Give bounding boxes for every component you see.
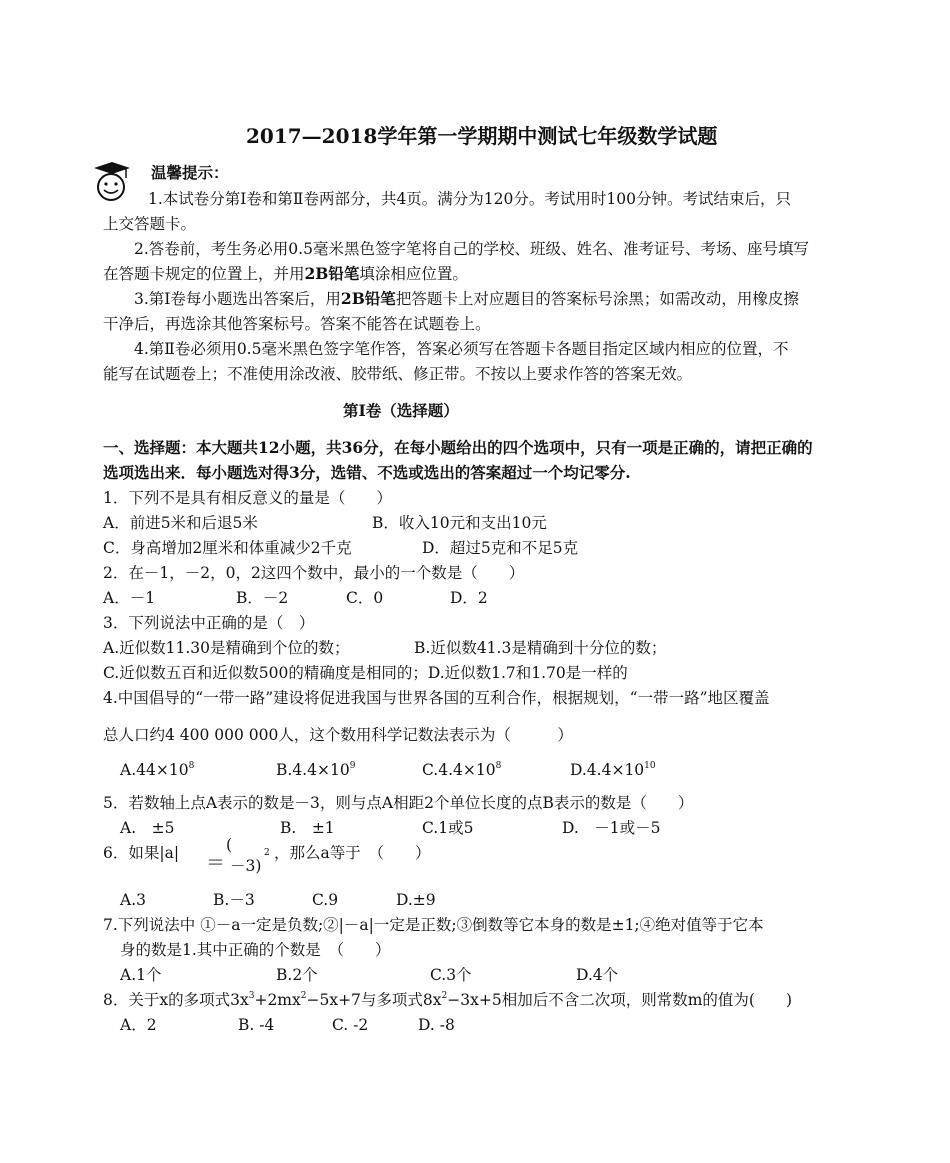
q1-option-b: B．收入10元和支出10元 [372, 514, 547, 532]
q8-stem-a: 8．关于x的多项式3x [103, 991, 249, 1009]
q7-option-b: B.2个 [276, 966, 318, 984]
q8-option-d: D. -8 [418, 1016, 455, 1034]
q4-a-base: A.44×10 [120, 761, 189, 779]
q4-stem-line-2: 总人口约4 400 000 000人，这个数用科学记数法表示为（ ） [103, 726, 573, 744]
tip-3-line-1 [134, 289, 799, 309]
q7-option-d: D.4个 [576, 966, 619, 984]
q7-option-c: C.3个 [430, 966, 472, 984]
q8-option-b: B. -4 [238, 1016, 275, 1034]
tip-2-line-2 [103, 264, 468, 284]
q6-option-b: B.－3 [213, 891, 255, 909]
q4-option-c [422, 760, 501, 780]
tip-3-bold: 2B铅笔 [340, 289, 396, 308]
q3-option-a: A.近似数11.30是精确到个位的数； [103, 639, 350, 657]
q5-stem: 5．若数轴上点A表示的数是－3，则与点A相距2个单位长度的点B表示的数是（ ） [103, 794, 694, 812]
q7-stem-line-2: 身的数是1.其中正确的个数是 （ ） [120, 941, 391, 959]
q4-c-base: C.4.4×10 [422, 761, 496, 779]
q4-option-d [570, 760, 656, 780]
q5-option-d: D. －1或－5 [562, 819, 661, 837]
exam-title: 2017—2018学年第一学期期中测试七年级数学试题 [246, 124, 718, 148]
q6-option-a: A.3 [120, 891, 146, 909]
q3-option-cd: C.近似数五百和近似数500的精确度是相同的；D.近似数1.7和1.70是一样的 [103, 664, 628, 682]
q1-option-c: C．身高增加2厘米和体重减少2千克 [103, 539, 352, 557]
q3-option-b: B.近似数41.3是精确到十分位的数； [414, 639, 667, 657]
q2-option-a: A．－1 [103, 589, 156, 607]
section-title: 第Ⅰ卷（选择题） [343, 401, 459, 420]
q6-stem-a: 6．如果|a| [103, 844, 180, 862]
q2-option-c: C．0 [346, 589, 384, 607]
tip-1-line-1: 1.本试卷分第Ⅰ卷和第Ⅱ卷两部分，共4页。满分为120分。考试用时100分钟。考试结束后，只 [148, 190, 791, 208]
q4-c-exp: 8 [495, 761, 502, 771]
q4-option-a [120, 760, 194, 780]
q7-stem-line-1: 7.下列说法中 ①－a一定是负数;②|－a|一定是正数;③倒数等它本身的数是±1;④绝对值等于它本 [103, 916, 764, 934]
q6-paren-open: ( [226, 836, 233, 854]
q7-option-a: A.1个 [120, 966, 162, 984]
q4-stem-line-1: 4.中国倡导的“一带一路”建设将促进我国与世界各国的互利合作，根据规划，“一带一路”地区覆盖 [103, 689, 770, 707]
q5-option-a: A. ±5 [120, 819, 175, 837]
q1-stem: 1．下列不是具有相反意义的量是（ ） [103, 489, 392, 507]
q6-paren-inner: －3) [230, 857, 262, 875]
q4-b-base: B.4.4×10 [276, 761, 350, 779]
q4-d-base: D.4.4×10 [570, 761, 645, 779]
section-intro-line-2: 选项选出来．每小题选对得3分，选错、不选或选出的答案超过一个均记零分. [103, 463, 631, 482]
graduate-smiley-icon [86, 158, 136, 208]
tip-2-text-b: 填涂相应位置。 [359, 265, 468, 283]
q8-stem-b: +2mx [254, 991, 301, 1009]
tip-4-line-2: 能写在试题卷上；不准使用涂改液、胶带纸、修正带。不按以上要求作答的答案无效。 [103, 365, 693, 383]
q8-stem-d: −3x+5相加后不含二次项，则常数m的值为( ) [447, 991, 792, 1009]
q4-d-exp: 10 [644, 761, 656, 771]
q2-option-b: B．－2 [236, 589, 289, 607]
q4-a-exp: 8 [188, 761, 195, 771]
q8-exp-2: 2 [300, 991, 307, 1001]
q8-option-c: C. -2 [332, 1016, 369, 1034]
tip-4-line-1: 4.第Ⅱ卷必须用0.5毫米黑色签字笔作答，答案必须写在答题卡各题目指定区域内相应的位置，不 [134, 340, 789, 358]
q2-stem: 2．在－1，－2，0，2这四个数中，最小的一个数是（ ） [103, 564, 525, 582]
q8-option-a: A．2 [120, 1016, 157, 1034]
section-intro-line-1: 一、选择题：本大题共12小题，共36分，在每小题给出的四个选项中，只有一项是正确的，请把正确的 [103, 438, 813, 457]
q5-option-b: B. ±1 [280, 819, 335, 837]
tip-3-line-2: 干净后，再选涂其他答案标号。答案不能答在试题卷上。 [103, 315, 491, 333]
tip-3-text-a: 3.第Ⅰ卷每小题选出答案后，用 [134, 290, 341, 308]
tip-2-bold: 2B铅笔 [304, 264, 360, 283]
q6-stem-b: ，那么a等于 （ ） [274, 844, 431, 862]
q6-option-c: C.9 [312, 891, 339, 909]
q5-option-c: C.1或5 [422, 819, 474, 837]
q3-stem: 3．下列说法中正确的是（ ） [103, 614, 315, 632]
q4-b-exp: 9 [349, 761, 356, 771]
q6-equals: ＝ [206, 852, 226, 874]
tip-1-line-2: 上交答题卡。 [103, 215, 197, 233]
q8-stem [103, 990, 792, 1010]
q8-stem-c: −5x+7与多项式8x [306, 991, 442, 1009]
tip-2-text-a: 在答题卡规定的位置上，并用 [103, 265, 305, 283]
q8-exp-1: 3 [248, 991, 255, 1001]
q6-exp: 2 [264, 848, 270, 858]
q8-exp-3: 2 [441, 991, 448, 1001]
tip-2-line-1: 2.答卷前，考生务必用0.5毫米黑色签字笔将自己的学校、班级、姓名、准考证号、考场、座号填写 [134, 240, 809, 258]
q1-option-d: D．超过5克和不足5克 [422, 539, 579, 557]
q4-option-b [276, 760, 355, 780]
q1-option-a: A．前进5米和后退5米 [103, 514, 258, 532]
q2-option-d: D．2 [450, 589, 488, 607]
tips-heading: 温馨提示： [151, 163, 229, 182]
tip-3-text-b: 把答题卡上对应题目的答案标号涂黑；如需改动，用橡皮擦 [395, 290, 799, 308]
q6-option-d: D.±9 [396, 891, 436, 909]
